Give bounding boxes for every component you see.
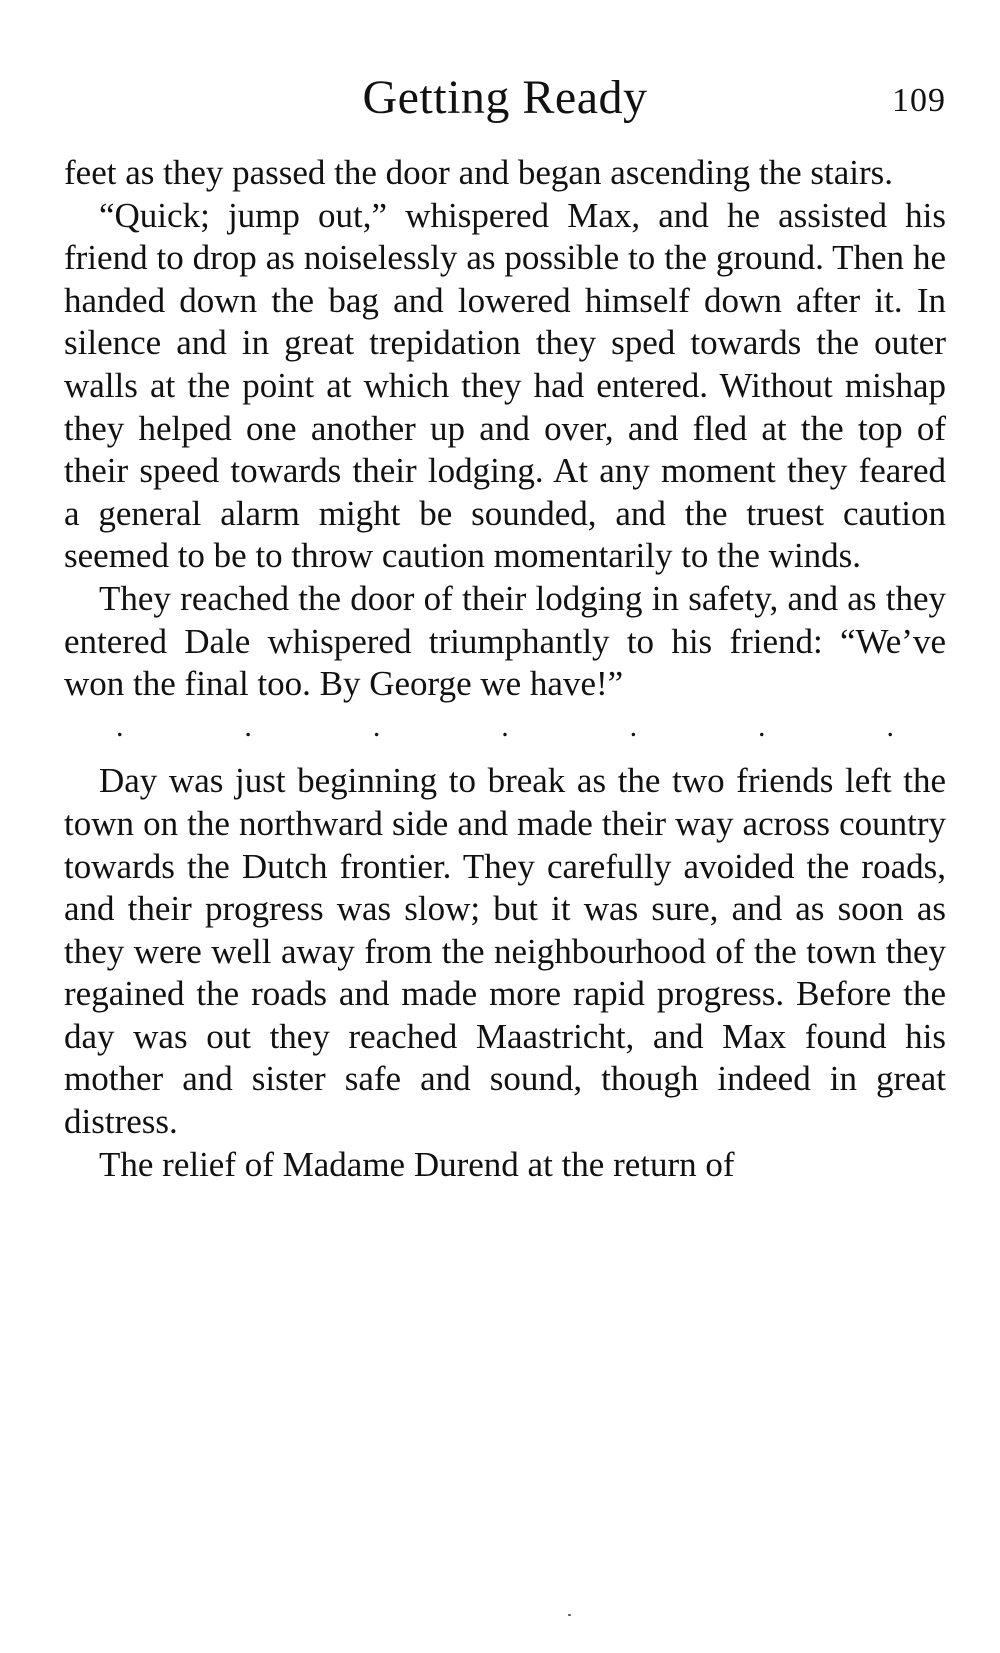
running-head [64,68,946,128]
body-text [64,152,946,1186]
paragraph: The relief of Madame Durend at the return of [99,1144,735,1184]
paragraph: “Quick; jump out,” whispered Max, and he assisted his friend to drop as noiselessly as possible to the ground. Then he handed down the bag and lowered himself down after it. In silence and in great trepidation they sped towards the outer walls at the point at which they had entered. Without mishap they helped one another up and over, and fled at the top of their speed towards their lodging. At any moment they feared a general alarm might be sounded, and the truest caution seemed to be to throw caution momentarily to the winds. [64,195,946,576]
paragraph: They reached the door of their lodging in safety, and as they entered Dale whispered triumphantly to his friend: “We’ve won the final too. By George we have!” [64,578,946,704]
section-break-dot: . [629,709,638,743]
section-break-dot: . [116,709,124,743]
paragraph-continuation: feet as they passed the door and began ascending the stairs. [64,153,894,192]
paragraph: Day was just beginning to break as the two friends left the town on the northward side and made their way across country towards the Dutch frontier. They carefully avoided the roads, and their progress was slow; but it was sure, and as soon as they were well away from the neighbourhood of the town they regained the roads and made more rapid progress. Before the day was out they reached Maastricht, and Max found his mother and sister safe and sound, though indeed in great distress. [64,761,946,1142]
section-break-dot: . [886,709,894,743]
section-break-dot: . [501,709,509,743]
section-break-dot: . [244,709,252,743]
running-title: Getting Ready [362,71,648,124]
section-break-dot: . [758,709,766,743]
section-break [64,706,946,749]
paper-speck [568,1614,571,1616]
page-number: 109 [892,82,946,119]
section-break-dot: . [372,709,381,743]
